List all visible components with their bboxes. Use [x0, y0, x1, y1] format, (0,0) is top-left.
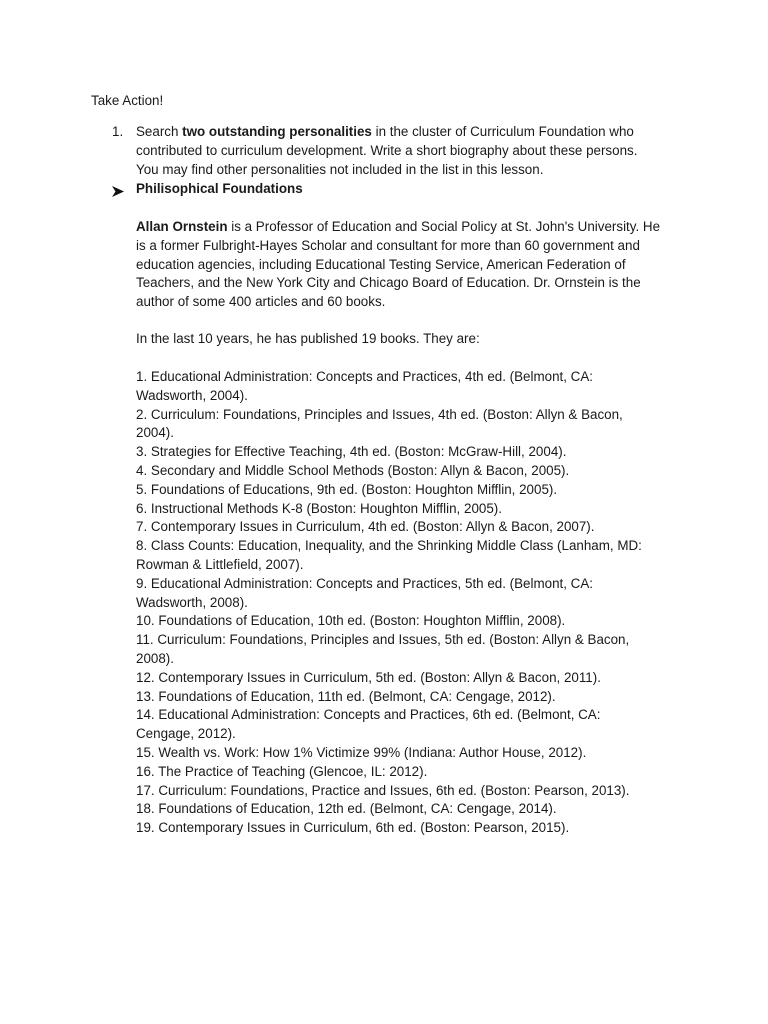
book-list-line: 3. Strategies for Effective Teaching, 4th ed. (Boston: McGraw-Hill, 2004).: [136, 444, 567, 460]
bio-line-3: education agencies, including Educational Testing Service, American Federation of: [136, 256, 626, 272]
book-list-line: 16. The Practice of Teaching (Glencoe, IL: 2012).: [136, 763, 428, 779]
book-list-line: 10. Foundations of Education, 10th ed. (Boston: Houghton Mifflin, 2008).: [136, 613, 566, 629]
book-list-line: 11. Curriculum: Foundations, Principles and Issues, 5th ed. (Boston: Allyn & Bacon,: [136, 632, 630, 648]
task-line-1: [136, 123, 637, 142]
book-list-line: 7. Contemporary Issues in Curriculum, 4th ed. (Boston: Allyn & Bacon, 2007).: [136, 519, 595, 535]
book-list-line: 17. Curriculum: Foundations, Practice and Issues, 6th ed. (Boston: Pearson, 2013).: [136, 782, 630, 798]
book-list-line: 2004).: [136, 425, 174, 441]
bio-line-1: [136, 218, 660, 237]
book-list-line: 14. Educational Administration: Concepts and Practices, 6th ed. (Belmont, CA:: [136, 707, 601, 723]
book-list-line: 8. Class Counts: Education, Inequality, and the Shrinking Middle Class (Lanham, MD:: [136, 538, 642, 554]
book-list-line: 2. Curriculum: Foundations, Principles and Issues, 4th ed. (Boston: Allyn & Bacon,: [136, 406, 623, 422]
biography: [136, 218, 660, 312]
section-title: Philisophical Foundations: [136, 181, 303, 196]
book-list-line: Rowman & Littlefield, 2007).: [136, 556, 304, 572]
book-list-line: 13. Foundations of Education, 11th ed. (Belmont, CA: Cengage, 2012).: [136, 688, 556, 704]
bio-line-5: author of some 400 articles and 60 books.: [136, 294, 386, 310]
book-list-line: 6. Instructional Methods K-8 (Boston: Houghton Mifflin, 2005).: [136, 500, 502, 516]
book-list: [136, 368, 642, 838]
page-heading: Take Action!: [91, 93, 164, 108]
arrowhead-bullet-icon: [112, 184, 124, 195]
book-list-line: Wadsworth, 2004).: [136, 387, 248, 403]
task-number: 1.: [112, 124, 124, 139]
bio-line-1-rest: is a Professor of Education and Social Policy at St. John's University. He: [227, 219, 661, 234]
book-list-line: 12. Contemporary Issues in Curriculum, 5th ed. (Boston: Allyn & Bacon, 2011).: [136, 669, 601, 685]
book-list-line: 1. Educational Administration: Concepts and Practices, 4th ed. (Belmont, CA:: [136, 369, 594, 384]
book-list-line: 18. Foundations of Education, 12th ed. (Belmont, CA: Cengage, 2014).: [136, 801, 557, 817]
book-list-line: 5. Foundations of Educations, 9th ed. (Boston: Houghton Mifflin, 2005).: [136, 481, 558, 497]
task-text: [136, 123, 637, 179]
book-list-line: 19. Contemporary Issues in Curriculum, 6th ed. (Boston: Pearson, 2015).: [136, 820, 570, 836]
task-line-2: contributed to curriculum development. Write a short biography about these persons.: [136, 142, 638, 158]
bio-name: Allan Ornstein: [136, 219, 228, 234]
task-bold-phrase: two outstanding personalities: [182, 124, 372, 139]
book-list-line: 9. Educational Administration: Concepts and Practices, 5th ed. (Belmont, CA:: [136, 575, 594, 591]
books-intro: In the last 10 years, he has published 19 books. They are:: [136, 331, 480, 346]
task-pre: Search: [136, 124, 183, 139]
task-line-3: You may find other personalities not included in the list in this lesson.: [136, 161, 544, 177]
bio-line-2: is a former Fulbright-Hayes Scholar and consultant for more than 60 government and: [136, 237, 640, 253]
book-list-line: 15. Wealth vs. Work: How 1% Victimize 99% (Indiana: Author House, 2012).: [136, 744, 587, 760]
book-list-line: 2008).: [136, 650, 174, 666]
book-list-line: Cengage, 2012).: [136, 726, 236, 742]
book-list-line: Wadsworth, 2008).: [136, 594, 248, 610]
task-line-1-rest: in the cluster of Curriculum Foundation who: [371, 124, 634, 139]
book-list-line: 4. Secondary and Middle School Methods (Boston: Allyn & Bacon, 2005).: [136, 462, 570, 478]
bio-line-4: Teachers, and the New York City and Chicago Board of Education. Dr. Ornstein is the: [136, 275, 641, 291]
